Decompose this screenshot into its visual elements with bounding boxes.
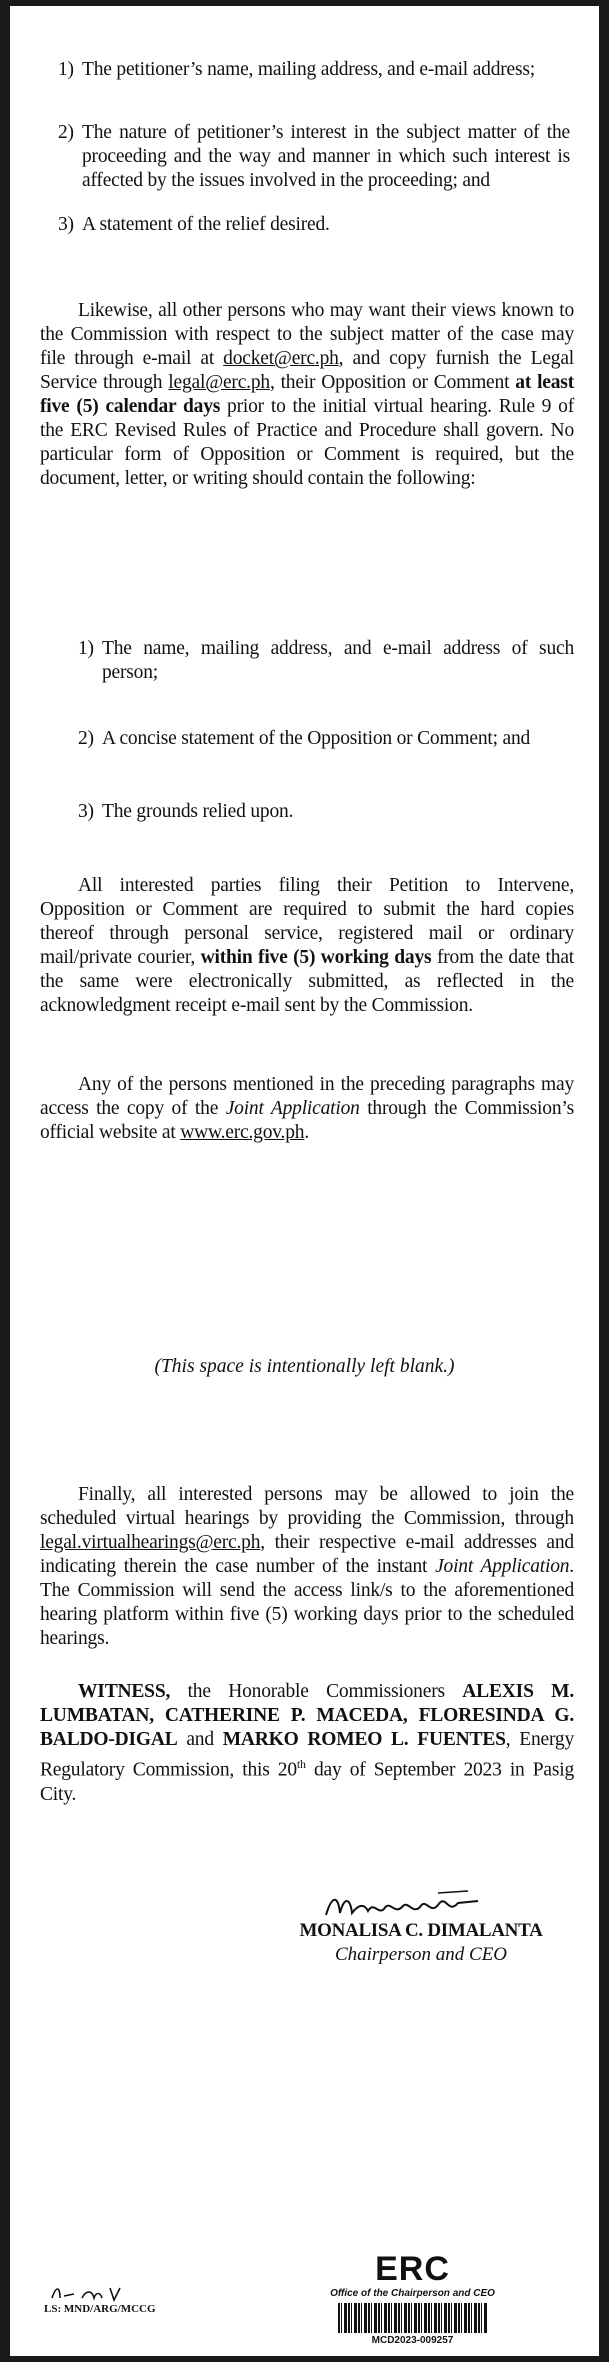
docket-email-link[interactable]: docket@erc.ph [223,348,339,369]
paragraph-finally: Finally, all interested persons may be allowed to join the scheduled virtual hearings by providing the Commission, through legal.virtualhearings@erc.ph, their respective e-mail addresses and indicating therein the case number of the instant Joint Application. The Commission will send the access link/s to the aforementioned hearing platform within five (5) working days prior to the scheduled hearings. [40,1484,574,1649]
erc-logo: ERC [375,2250,450,2288]
blank-space-note: (This space is intentionally left blank.) [154,1356,455,1377]
signatory-name: MONALISA C. DIMALANTA [299,1920,543,1941]
virtual-hearings-email-link[interactable]: legal.virtualhearings@erc.ph [40,1532,261,1553]
signature-block [276,1920,566,1966]
initials-scribble-icon [48,2282,128,2304]
barcode-icon [338,2303,488,2333]
list-item: 3) The grounds relied upon. [78,801,294,822]
signatory-title: Chairperson and CEO [334,1944,508,1965]
paragraph-likewise: Likewise, all other persons who may want their views known to the Commission with respect to the subject matter of the case may file through e-mail at docket@erc.ph, and copy furnish the Legal Service through legal@erc.ph, their Opposition or Comment at least five (5) calendar days prior to the initial virtual hearing. Rule 9 of the ERC Revised Rules of Practice and Procedure shall govern. No particular form of Opposition or Comment is required, but the document, letter, or writing should contain the following: [40,300,574,489]
list-item: 1) The petitioner’s name, mailing address, and e-mail address; [58,59,535,80]
erc-office-stamp [325,2252,500,2346]
list-item: 2) The nature of petitioner’s interest in the subject matter of the proceeding and the way and manner in which such interest is affected by the issues involved in the proceeding; and [58,122,570,191]
ls-initials-line: LS: MND/ARG/MCCG [44,2303,156,2315]
legal-email-link[interactable]: legal@erc.ph [168,372,270,393]
stamp-office-label: Office of the Chairperson and CEO [330,2288,495,2299]
list-item: 1) The name, mailing address, and e-mail address of such person; [78,638,574,683]
list-item: 3) A statement of the relief desired. [58,214,330,235]
paragraph-all-interested: All interested parties filing their Petition to Intervene, Opposition or Comment are required to submit the hard copies thereof through personal service, registered mail or ordinary mail/private courier, within five (5) working days from the date that the same were electronically submitted, as reflected in the acknowledgment receipt e-mail sent by the Commission. [40,875,575,1016]
erc-website-link[interactable]: www.erc.gov.ph [180,1122,305,1143]
paragraph-witness: WITNESS, the Honorable Commissioners ALEXIS M. LUMBATAN, CATHERINE P. MACEDA, FLORESINDA G. BALDO-DIGAL and MARKO ROMEO L. FUENTES, Energy Regulatory Commission, this 20th day of September 2023 in Pasig City. [40,1681,575,1805]
list-item: 2) A concise statement of the Opposition or Comment; and [78,728,531,749]
stamp-tracking-code: MCD2023-009257 [371,2335,454,2346]
paragraph-access-copy: Any of the persons mentioned in the preceding paragraphs may access the copy of the Joint Application through the Commission’s official website at www.erc.gov.ph. [40,1074,574,1143]
